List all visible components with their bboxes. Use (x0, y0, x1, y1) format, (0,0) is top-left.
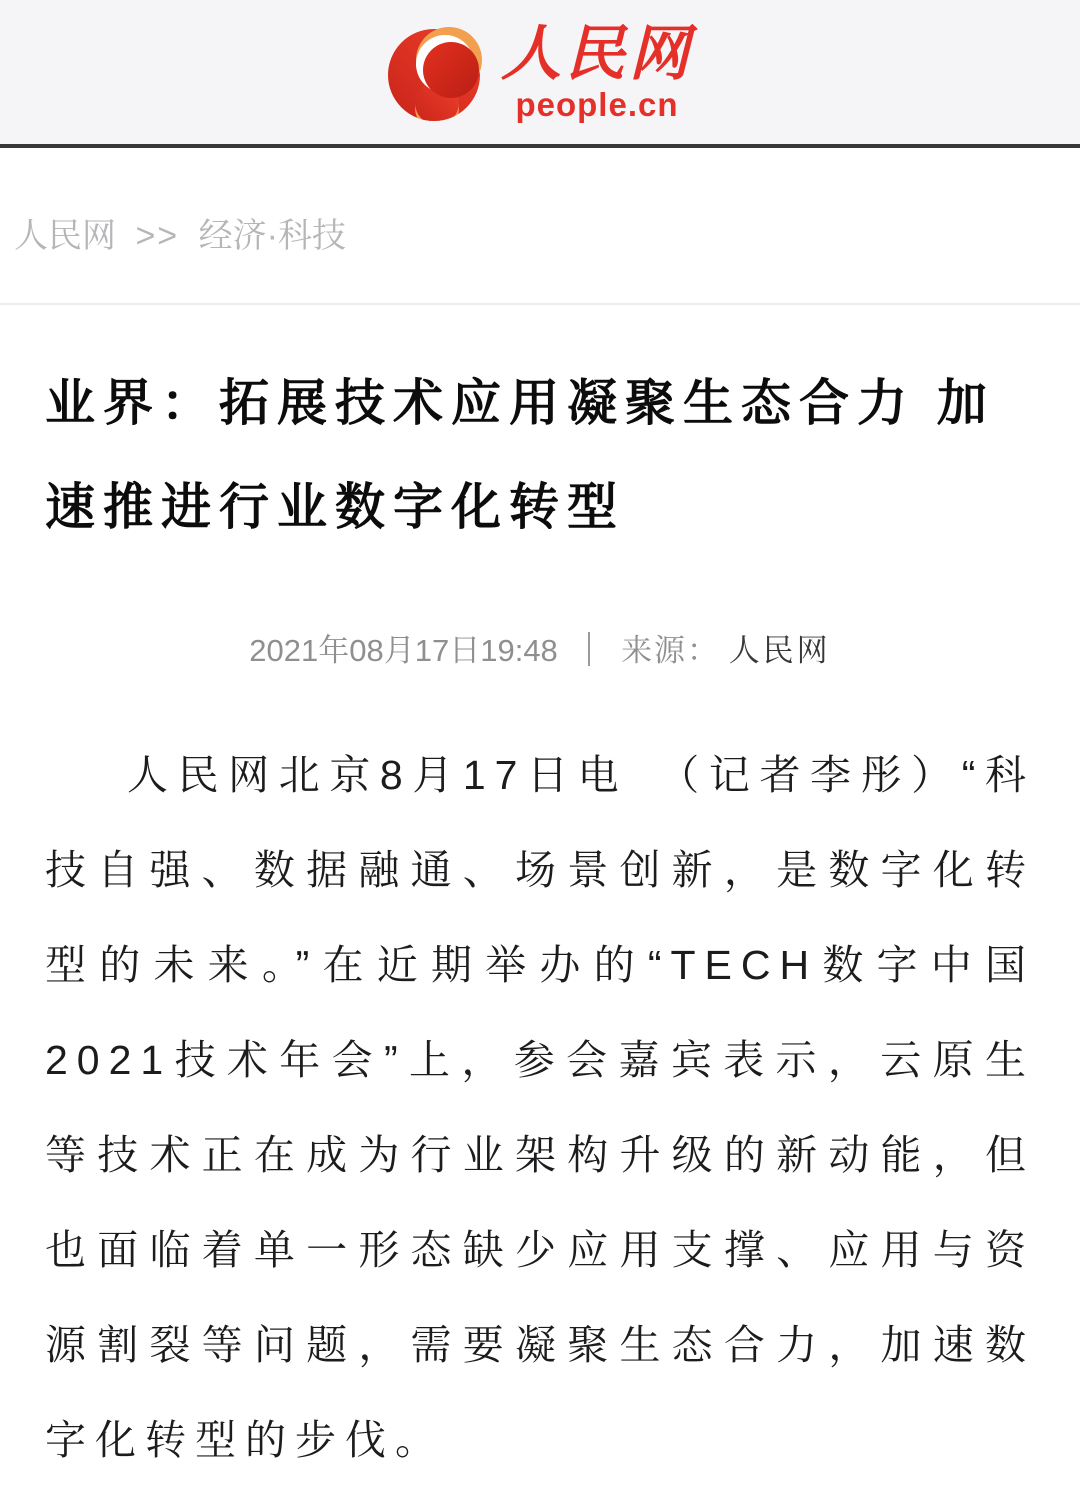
source-label: 来源： (621, 633, 721, 668)
article-body-paragraph: 人民网北京8月17日电 （记者李彤）“科技自强、数据融通、场景创新，是数字化转型的未来。”在近期举办的“TECH数字中国2021技术年会”上，参会嘉宾表示，云原生等技术正在成为行业架构升级的新动能，但也面临着单一形态缺少应用支撑、应用与资源割裂等问题，需要凝聚生态合力，加速数字化转型的步伐。 (45, 752, 1035, 1463)
breadcrumb (0, 148, 1080, 305)
article-meta (45, 625, 1035, 670)
article-title: 业界：拓展技术应用凝聚生态合力 加速推进行业数字化转型 (45, 375, 995, 535)
article-container (0, 351, 1080, 1488)
publish-date: 2021年08月17日19:48 (249, 633, 558, 668)
breadcrumb-section-link[interactable]: 经济·科技 (198, 217, 346, 255)
site-logo[interactable] (387, 18, 693, 123)
breadcrumb-separator: >> (135, 217, 180, 255)
site-header (0, 0, 1080, 148)
logo-cn-text: 人民网 (501, 18, 693, 89)
people-cn-globe-icon (387, 22, 487, 122)
breadcrumb-root-link[interactable]: 人民网 (14, 217, 116, 255)
logo-en-text: people.cn (515, 85, 679, 123)
logo-wordmark (501, 18, 693, 123)
source-link[interactable]: 人民网 (728, 633, 831, 668)
meta-divider (588, 632, 590, 666)
